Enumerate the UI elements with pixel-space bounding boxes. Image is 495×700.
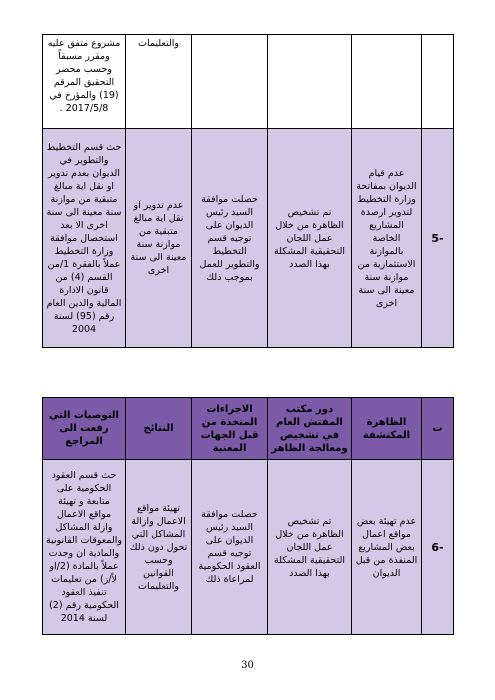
table-row	[43, 460, 454, 635]
number-cell	[422, 35, 454, 129]
header-recommendations: التوصيات التي رفعت الى المراجع	[43, 398, 126, 460]
header-results: النتائج	[126, 398, 192, 460]
results-cell: تهيئة مواقع الاعمال وازالة المشاكل التي تحول دون ذلك وحسب القوانين والتعليمات	[126, 460, 192, 635]
table-row	[43, 129, 454, 348]
findings-table-continued	[42, 34, 454, 348]
inspector-role-cell	[268, 35, 352, 129]
inspector-role-cell: تم تشخيص الظاهرة من خلال عمل اللجان التحقيقية المشكلة بهذا الصدد	[268, 129, 352, 348]
table-row	[43, 35, 454, 129]
header-phenomenon: الظاهرة المكتشفة	[352, 398, 422, 460]
recommendations-cell: حث قسم التخطيط والتطوير في الديوان بعدم تدوير او نقل اية مبالغ متبقية من موازنة سنة معينة الى سنة اخرى الا بعد استحصال موافقة وزارة التخطيط عملاً بالفقرة 1/من القسم (4) من قانون الادارة المالية والدين العام رقم (95) لسنة 2004	[43, 129, 126, 348]
recommendations-cell: حث قسم العقود الحكومية على متابعة و تهيئة مواقع الاعمال وازلة المشاكل والمعوقات القانونية والمادية ان وجدت عملاً بالمادة (2/او لاً/ز) من تعليمات تنفيذ العقود الحكومية رقم (2) لسنة 2014	[43, 460, 126, 635]
phenomenon-cell	[352, 35, 422, 129]
recommendations-cell: مشروع متفق عليه ومقرر مسبقاً وحسب محضر التحقيق المرقم (19) والمؤرخ في 2017/5/8 .	[43, 35, 126, 129]
actions-cell	[192, 35, 268, 129]
number-cell: -5	[422, 129, 454, 348]
header-number: ت	[422, 398, 454, 460]
actions-cell: حصلت موافقة السيد رئيس الديوان على توجيه قسم التخطيط والتطوير للعمل بموجب ذلك	[192, 129, 268, 348]
findings-table	[42, 397, 454, 635]
actions-cell: حصلت موافقة السيد رئيس الديوان على توجيه قسم العقود الحكومية لمراعاة ذلك	[192, 460, 268, 635]
phenomenon-cell: عدم تهيئة بعض مواقع اعمال بعض المشاريع المنفذة من قبل الديوان	[352, 460, 422, 635]
results-cell: عدم تدوير او نقل اية مبالغ متبقية من موازنة سنة معينة الى سنة اخرى	[126, 129, 192, 348]
page-number: 30	[241, 660, 254, 671]
table-header-row	[43, 398, 454, 460]
results-cell: والتعليمات	[126, 35, 192, 129]
phenomenon-cell: عدم قيام الديوان بمفاتحة وزارة التخطيط لتدوير ارصدة المشاريع الخاصة بالموازنة الاستثمارية من موازنة سنة معينة الى سنة اخرى	[352, 129, 422, 348]
header-actions: الاجراءات المتخذة من قبل الجهات المعنية	[192, 398, 268, 460]
inspector-role-cell: تم تشخيص الظاهرة من خلال عمل اللجان التحقيقية المشكلة بهذا الصدد	[268, 460, 352, 635]
header-inspector-role: دور مكتب المفتش العام في تشخيص ومعالجة الظاهر	[268, 398, 352, 460]
number-cell: -6	[422, 460, 454, 635]
